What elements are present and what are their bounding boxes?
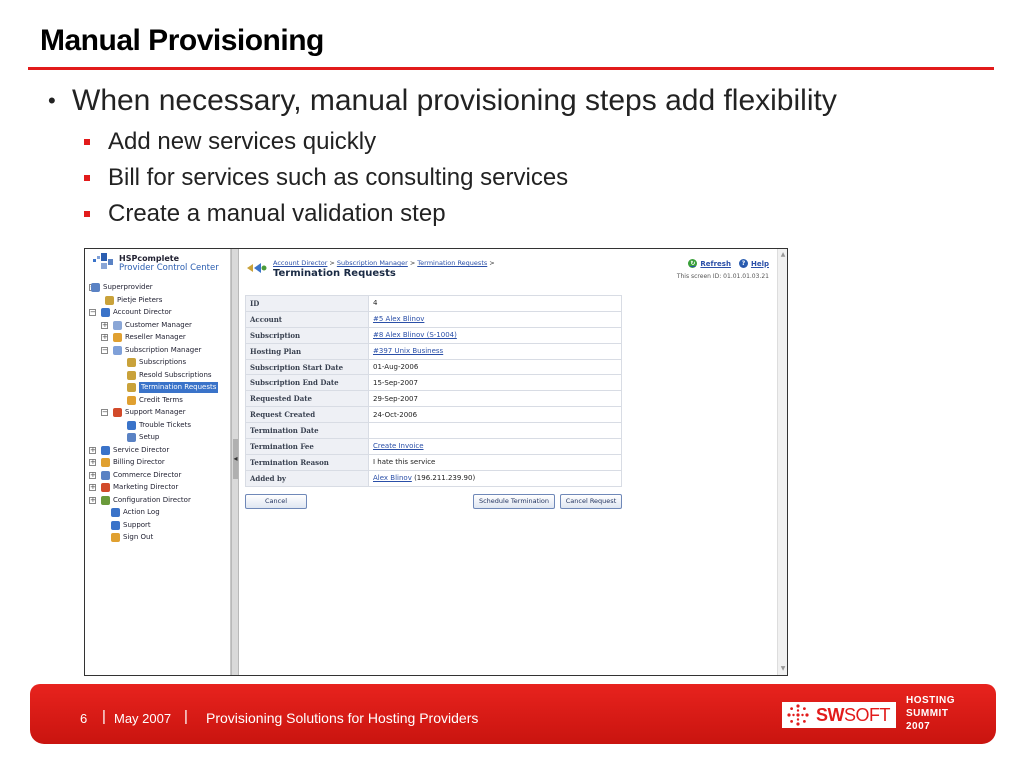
tree-commerce-director[interactable] [89,469,231,482]
field-value-link[interactable]: #8 Alex Blinov (S-1004) [373,331,457,340]
tree-subscription-manager[interactable] [89,344,231,357]
square-bullet-icon [84,211,90,217]
tree-marketing-director[interactable] [89,481,231,494]
app-logo [93,253,219,273]
tree-node-label: Customer Manager [125,320,192,329]
field-label: Hosting Plan [246,343,369,359]
tree-node-label: Reseller Manager [125,333,186,341]
field-value-link[interactable]: Alex Blinov [373,474,412,483]
tree-resold-subscriptions[interactable] [89,369,231,382]
field-value-cell [369,470,622,486]
breadcrumb-separator: > [329,259,335,267]
breadcrumb-subscription-manager[interactable]: Subscription Manager [336,259,408,267]
tree-node-icon [101,483,110,492]
bullet-dot-icon: • [48,88,56,113]
field-label: Termination Date [246,423,369,439]
scroll-up-icon[interactable]: ▲ [780,251,786,258]
field-value-cell [369,439,622,455]
tree-subscriptions[interactable] [89,356,231,369]
field-value-cell [369,311,622,327]
scroll-down-icon[interactable]: ▼ [780,665,786,672]
tree-configuration-director[interactable] [89,494,231,507]
help-link[interactable] [739,259,769,268]
help-icon: ? [739,259,748,268]
breadcrumb-account-director[interactable]: Account Director [273,259,328,267]
expand-icon[interactable]: + [90,458,96,466]
expand-icon[interactable]: + [102,320,108,329]
field-value-cell [369,296,622,312]
screen-id: This screen ID: 01.01.01.03.21 [676,273,769,280]
tree-service-director[interactable] [89,444,231,457]
brand-sw: SW [816,704,844,725]
table-row [246,454,622,470]
breadcrumb [273,259,497,267]
sub-bullet [84,124,837,160]
tree-superprovider[interactable] [89,281,231,294]
table-row [246,375,622,391]
collapse-icon[interactable]: − [102,408,108,416]
field-value-cell [369,343,622,359]
hosting-summit-badge [906,694,955,733]
square-bullet-icon [84,175,90,181]
tree-reseller-manager[interactable] [89,331,231,344]
field-label: Account [246,311,369,327]
navigation-tree [89,281,231,544]
field-value-cell [369,407,622,423]
tree-node-icon [127,371,136,380]
tree-node-label: Commerce Director [113,470,182,479]
tree-node-icon [127,421,136,430]
swsoft-burst-icon [786,703,810,727]
tree-node-label: Action Log [123,508,160,516]
tree-billing-director[interactable] [89,456,231,469]
hspcomplete-logo-icon [93,253,115,273]
tree-node-label: Setup [139,433,160,441]
field-value-cell [369,359,622,375]
tree-node-label: Termination Requests [141,383,217,391]
tree-node-label: Support [123,520,151,529]
breadcrumb-separator: > [489,259,495,267]
field-value-cell [369,375,622,391]
content-pane [239,249,787,675]
tree-pietje-pieters[interactable] [89,294,231,307]
tree-node-label: Support Manager [125,408,186,416]
table-row [246,470,622,486]
tree-node-icon [113,321,122,330]
tree-node-label: Subscription Manager [125,345,202,354]
table-row [246,343,622,359]
field-label: Subscription End Date [246,375,369,391]
logo-subtitle: Provider Control Center [119,262,219,273]
collapse-arrow-icon[interactable]: ◂ [233,439,238,479]
square-bullet-icon [84,139,90,145]
tree-sign-out[interactable] [89,531,231,544]
summit-line: HOSTING [906,695,956,706]
refresh-label: Refresh [700,259,731,268]
field-value-link[interactable]: Create Invoice [373,442,424,451]
tree-node-label: Superprovider [103,283,153,291]
refresh-icon: ↻ [690,260,696,267]
pane-splitter[interactable] [231,249,239,675]
footer-separator: | [184,708,188,725]
field-label: Termination Fee [246,439,369,455]
footer-separator: | [102,708,106,725]
breadcrumb-separator: > [409,259,416,267]
tree-node-icon [111,508,120,517]
collapse-icon[interactable]: − [90,308,96,316]
field-value-suffix: (196.211.239.90) [411,474,476,483]
tree-node-icon [113,346,122,355]
bullet-list [48,84,837,232]
table-row [246,296,622,312]
field-value: 29-Sep-2007 [373,394,418,403]
tree-trouble-tickets[interactable] [89,419,231,432]
tree-node-label: Account Director [113,308,172,316]
field-label: Termination Reason [246,454,369,470]
sub-bullet-list [84,124,837,232]
navigation-pane [85,249,231,675]
expand-icon[interactable]: + [102,333,108,341]
field-label: Requested Date [246,391,369,407]
sub-bullet-text: Bill for services such as consulting services [108,164,569,191]
tree-node-icon [101,471,110,480]
tree-customer-manager[interactable] [89,319,231,332]
table-row [246,311,622,327]
tree-node-icon [127,358,136,367]
footer-date: May 2007 [114,711,172,726]
field-value: I hate this service [373,458,436,467]
table-row [246,391,622,407]
page-number: 6 [80,711,88,726]
tree-node-label: Configuration Director [113,495,191,504]
summit-line: SUMMIT [906,708,949,719]
field-label: Added by [246,470,369,486]
field-value-cell [369,454,622,470]
tree-node-icon [111,521,120,530]
sub-bullet-text: Create a manual validation step [108,200,446,227]
page-title: Termination Requests [273,268,396,279]
slide-title: Manual Provisioning [40,24,324,57]
tree-node-icon [113,408,122,417]
swsoft-logo [782,702,896,728]
refresh-link[interactable] [688,259,731,268]
field-label: Subscription [246,327,369,343]
tree-node-label: Pietje Pieters [117,295,163,304]
table-row [246,407,622,423]
tree-node-icon [127,383,136,392]
brand-soft: SOFT [844,704,890,725]
expand-icon[interactable]: + [90,495,96,504]
tree-node-label: Marketing Director [113,483,179,491]
tree-setup[interactable] [89,431,231,444]
tree-node-label: Resold Subscriptions [139,370,212,379]
field-value-cell [369,423,622,439]
table-row [246,359,622,375]
app-screenshot [84,248,788,676]
field-label: Request Created [246,407,369,423]
tree-termination-requests[interactable] [89,381,231,394]
main-bullet-text: When necessary, manual provisioning steps add flexibility [72,84,837,117]
tree-node-label: Trouble Tickets [139,420,191,429]
field-value: 01-Aug-2006 [373,363,419,371]
footer-tagline: Provisioning Solutions for Hosting Providers [206,710,479,726]
page-actions [688,259,769,268]
collapse-icon[interactable]: − [102,345,108,354]
tree-node-label: Billing Director [113,458,165,466]
expand-icon[interactable]: + [90,470,96,479]
table-row [246,423,622,439]
expand-icon[interactable]: + [90,445,96,454]
field-value: 24-Oct-2006 [373,410,418,419]
table-row [246,327,622,343]
cancel-button[interactable]: Cancel [245,494,307,509]
field-value-cell [369,327,622,343]
tree-account-director[interactable] [89,306,231,319]
tree-node-icon [113,333,122,342]
title-divider [28,67,994,70]
field-label: Subscription Start Date [246,359,369,375]
summit-line: 2007 [906,721,931,732]
tree-support[interactable] [89,519,231,532]
help-label: Help [750,259,769,268]
tree-node-icon [105,296,114,305]
tree-node-icon [127,396,136,405]
main-bullet [48,84,837,118]
field-value-link[interactable]: #397 Unix Business [373,347,444,356]
tree-action-log[interactable] [89,506,231,519]
tree-node-icon [101,446,110,455]
tree-node-label: Subscriptions [139,358,187,366]
expand-icon[interactable]: + [90,483,96,491]
tree-node-label: Service Director [113,445,170,454]
field-label: ID [246,296,369,312]
tree-node-icon [91,283,100,292]
slide-footer [30,684,996,744]
tree-node-icon [101,458,110,467]
tree-support-manager[interactable] [89,406,231,419]
tree-node-label: Credit Terms [139,395,183,404]
field-value-cell [369,391,622,407]
vertical-scrollbar[interactable] [777,249,787,675]
tree-credit-terms[interactable] [89,394,231,407]
table-row [246,439,622,455]
sub-bullet [84,160,837,196]
tree-node-icon [111,533,120,542]
schedule-termination-button[interactable]: Schedule Termination [473,494,555,509]
tree-node-icon [101,308,110,317]
field-value: 15-Sep-2007 [373,378,418,387]
subscription-icon [245,261,267,275]
tree-node-icon [101,496,110,505]
tree-node-icon [127,433,136,442]
sub-bullet [84,196,837,232]
cancel-request-button[interactable]: Cancel Request [560,494,622,509]
field-value-link[interactable]: #5 Alex Blinov [373,315,425,324]
logo-product-name: HSPcomplete [119,253,180,263]
field-value: 4 [373,299,378,308]
tree-node-label: Sign Out [123,533,154,541]
breadcrumb-termination-requests[interactable]: Termination Requests [417,259,488,267]
sub-bullet-text: Add new services quickly [108,128,377,155]
termination-request-details [245,295,622,487]
logo-text [119,254,219,273]
